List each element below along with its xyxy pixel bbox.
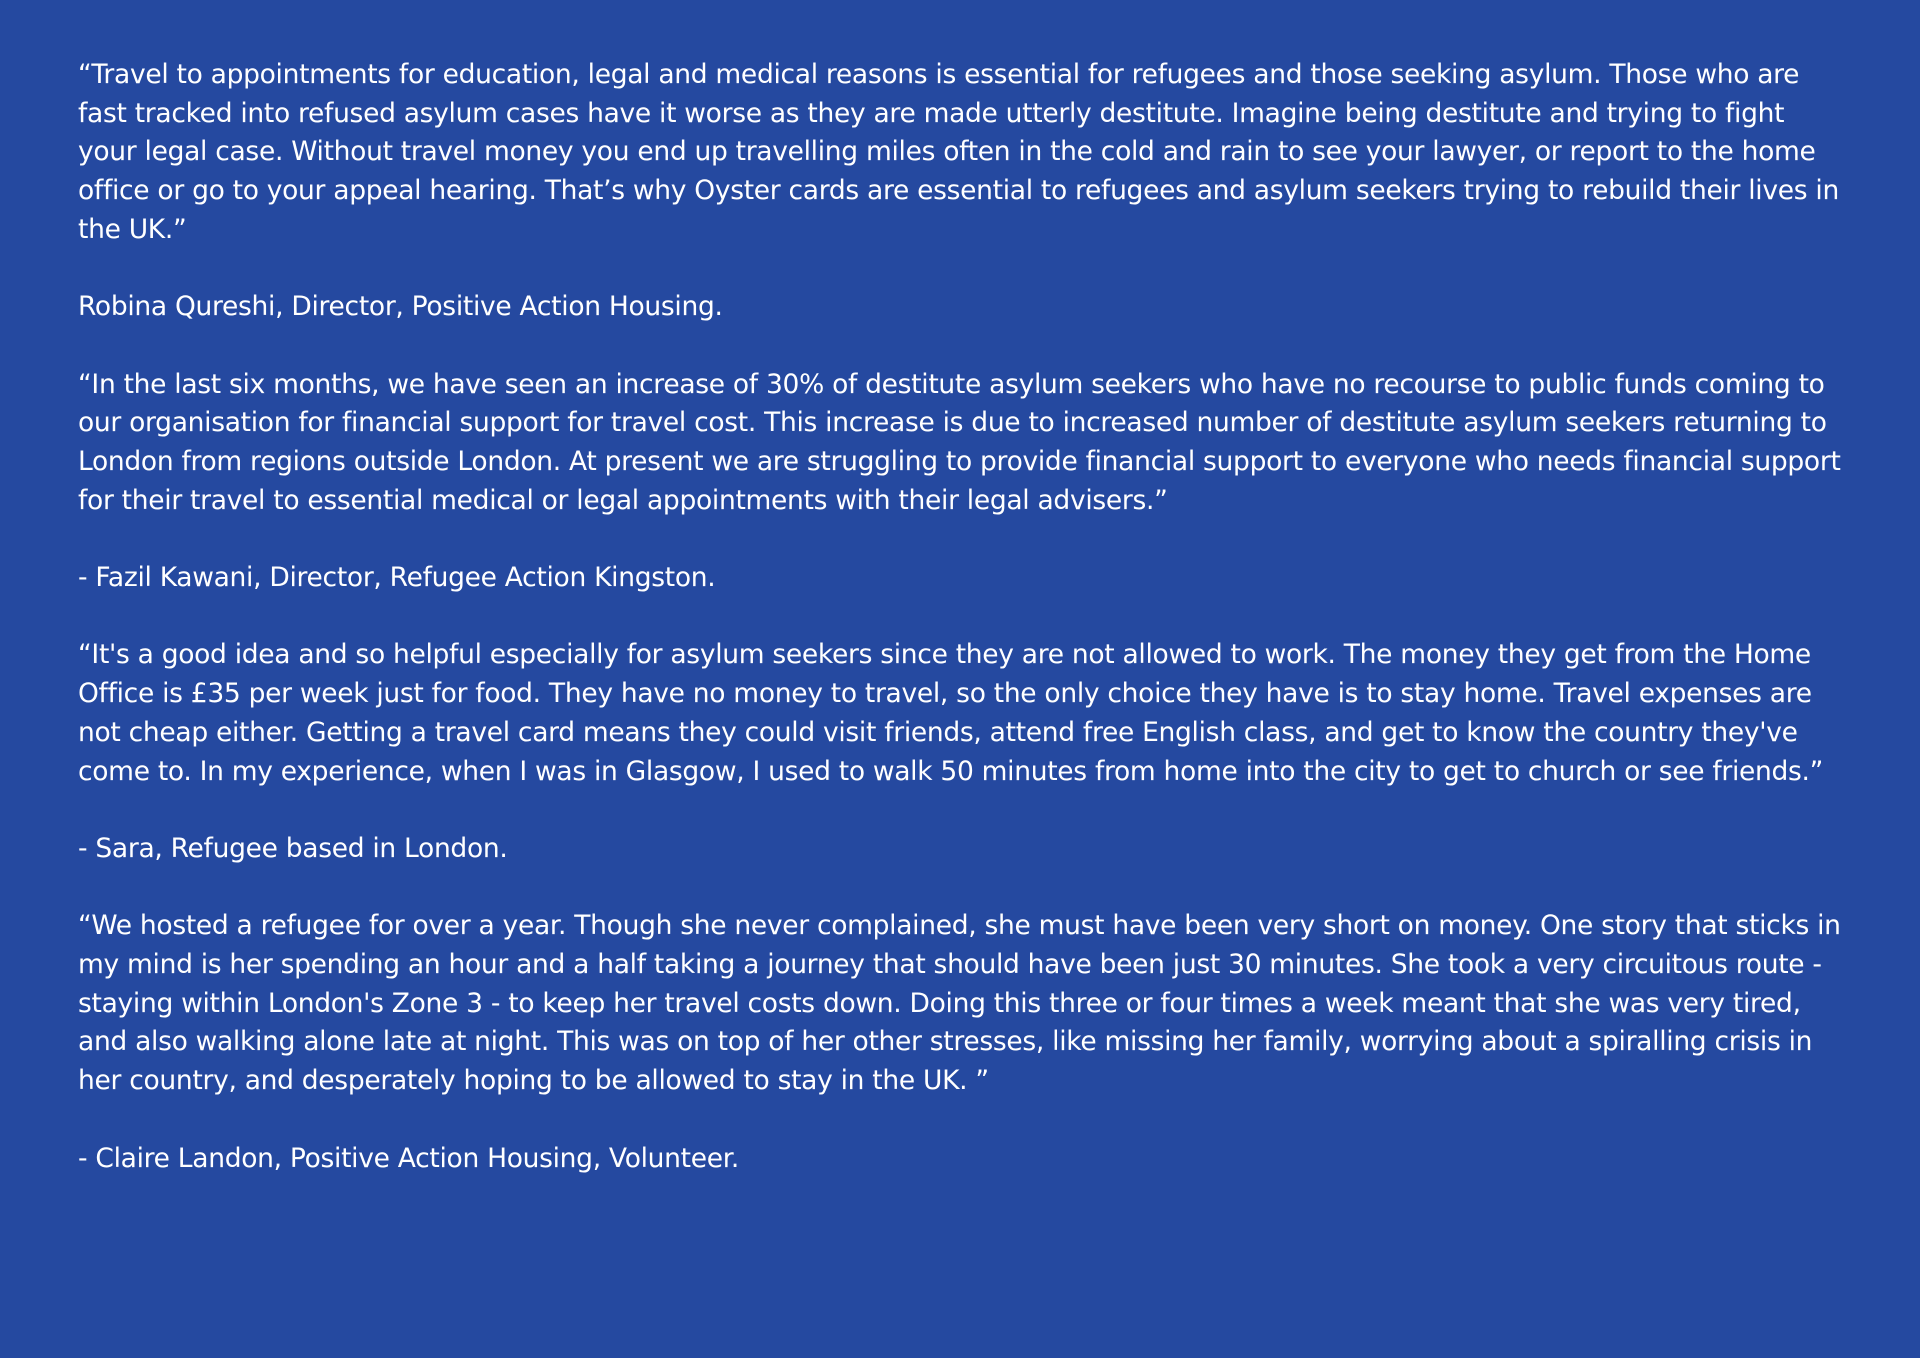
testimonial-quote: “We hosted a refugee for over a year. Though she never complained, she must have been very short on money. One story that sticks in my mind is her spending an hour and a half taking a journey that should have been just 30 minutes. She took a very circuitous route - staying within London's Zone 3 - to keep her travel costs down. Doing this three or four times a week meant that she was very tired, and also walking alone late at night. This was on top of her other stresses, like missing her family, worrying about a spiralling crisis in her country, and desperately hoping to be allowed to stay in the UK. ” <box>78 910 1841 1097</box>
testimonials-list <box>78 56 1842 1178</box>
testimonial-claire-landon <box>78 907 1842 1178</box>
testimonial-attribution: - Sara, Refugee based in London. <box>78 832 508 864</box>
testimonial-quote: “It's a good idea and so helpful especially for asylum seekers since they are not allowed to work. The money they get from the Home Office is £35 per week just for food. They have no money to travel, so the only choice they have is to stay home. Travel expenses are not cheap either. Getting a travel card means they could visit friends, attend free English class, and get to know the country they've come to. In my experience, when I was in Glasgow, I used to walk 50 minutes from home into the city to get to church or see friends.” <box>78 639 1824 787</box>
testimonial-quote: “In the last six months, we have seen an increase of 30% of destitute asylum seekers who have no recourse to public funds coming to our organisation for financial support for travel cost. This increase is due to increased number of destitute asylum seekers returning to London from regions outside London. At present we are struggling to provide financial support to everyone who needs financial support for their travel to essential medical or legal appointments with their legal advisers.” <box>78 368 1841 516</box>
testimonial-quote: “Travel to appointments for education, legal and medical reasons is essential for refugees and those seeking asylum. Those who are fast tracked into refused asylum cases have it worse as they are made utterly destitute. Imagine being destitute and trying to fight your legal case. Without travel money you end up travelling miles often in the cold and rain to see your lawyer, or report to the home office or go to your appeal hearing. That’s why Oyster cards are essential to refugees and asylum seekers trying to rebuild their lives in the UK.” <box>78 59 1839 245</box>
testimonial-attribution: Robina Qureshi, Director, Positive Action Housing. <box>78 291 723 323</box>
testimonial-fazil-kawani <box>78 366 1842 598</box>
testimonial-robina-qureshi <box>78 56 1842 327</box>
testimonial-attribution: - Claire Landon, Positive Action Housing, Volunteer. <box>78 1142 740 1174</box>
testimonial-attribution: - Fazil Kawani, Director, Refugee Action Kingston. <box>78 562 716 594</box>
testimonial-sara <box>78 636 1842 868</box>
